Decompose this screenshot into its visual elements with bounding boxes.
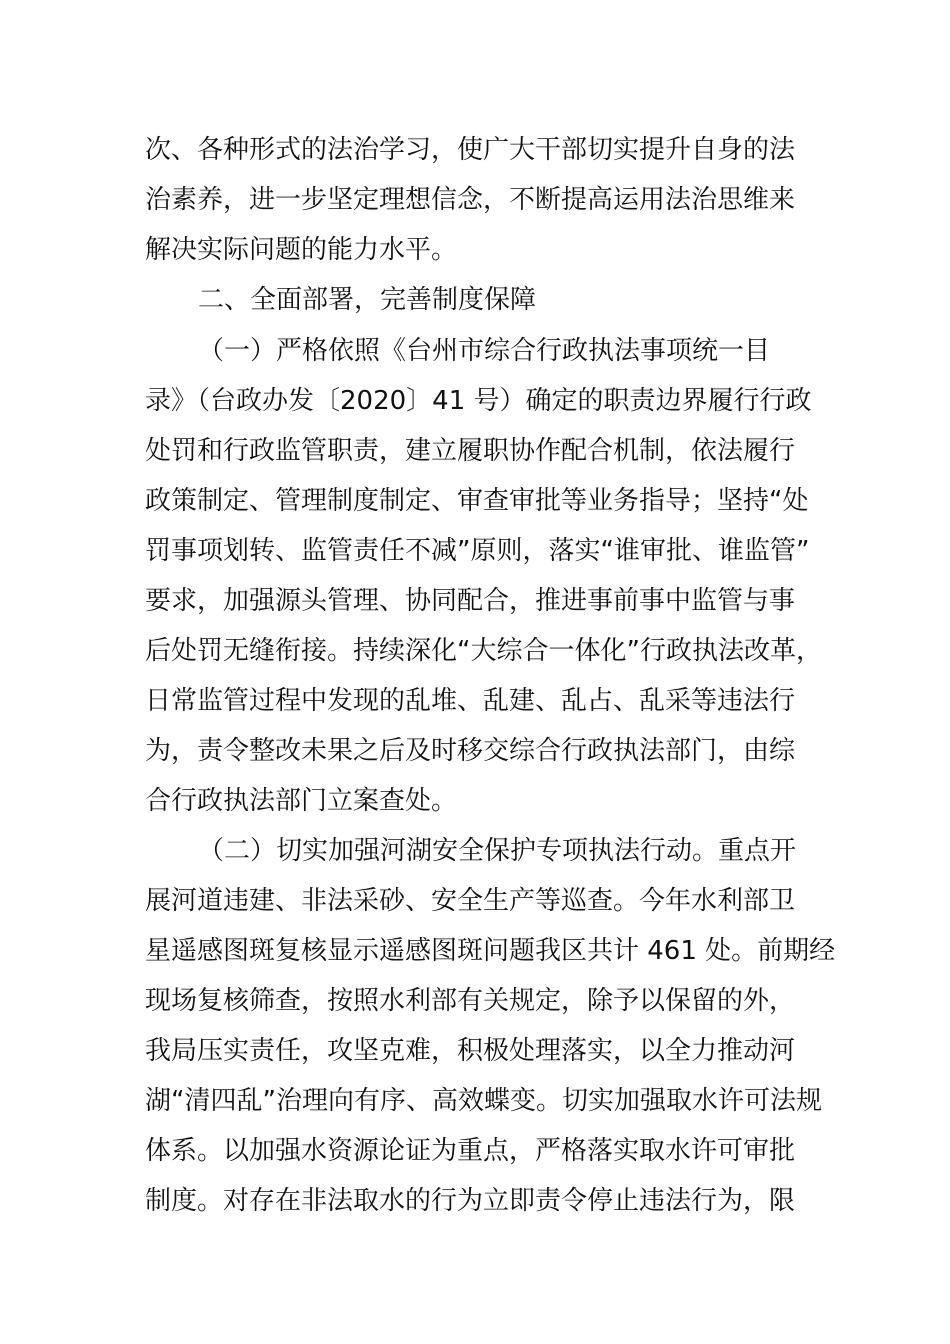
- text-line: （二）切实加强河湖安全保护专项执法行动。重点开: [198, 836, 797, 866]
- section-heading: 二、全面部署，完善制度保障: [198, 285, 537, 315]
- text-line: 罚事项划转、监管责任不减”原则，落实“谁审批、谁监管”: [145, 536, 810, 566]
- text-line: 湖“清四乱”治理向有序、高效蝶变。切实加强取水许可法规: [145, 1086, 822, 1116]
- text-line: 星遥感图斑复核显示遥感图斑问题我区共计 461 处。前期经: [145, 936, 836, 966]
- text-line: 制度。对存在非法取水的行为立即责令停止违法行为，限: [145, 1186, 796, 1216]
- text-line: 治素养，进一步坚定理想信念，不断提高运用法治思维来: [145, 185, 796, 215]
- text-line: 处罚和行政监管职责，建立履职协作配合机制，依法履行: [145, 436, 796, 466]
- text-line: 录》（台政办发〔2020〕41 号）确定的职责边界履行行政: [145, 386, 812, 416]
- text-line: 我局压实责任，攻坚克难，积极处理落实，以全力推动河: [145, 1036, 796, 1066]
- text-line: （一）严格依照《台州市综合行政执法事项统一目: [198, 336, 771, 366]
- text-line: 日常监管过程中发现的乱堆、乱建、乱占、乱采等违法行: [145, 686, 796, 716]
- text-line: 合行政执法部门立案查处。: [145, 786, 458, 816]
- text-line: 为，责令整改未果之后及时移交综合行政执法部门，由综: [145, 736, 796, 766]
- text-line: 政策制定、管理制度制定、审查审批等业务指导；坚持“处: [145, 486, 809, 516]
- text-line: 要求，加强源头管理、协同配合，推进事前事中监管与事: [145, 586, 796, 616]
- text-line: 后处罚无缝衔接。持续深化“大综合一体化”行政执法改革，: [145, 636, 822, 666]
- text-line: 展河道违建、非法采砂、安全生产等巡查。今年水利部卫: [145, 886, 796, 916]
- text-line: 现场复核筛查，按照水利部有关规定，除予以保留的外，: [145, 986, 796, 1016]
- text-line: 体系。以加强水资源论证为重点，严格落实取水许可审批: [145, 1136, 796, 1166]
- text-line: 次、各种形式的法治学习，使广大干部切实提升自身的法: [145, 135, 796, 165]
- text-line: 解决实际问题的能力水平。: [145, 235, 458, 265]
